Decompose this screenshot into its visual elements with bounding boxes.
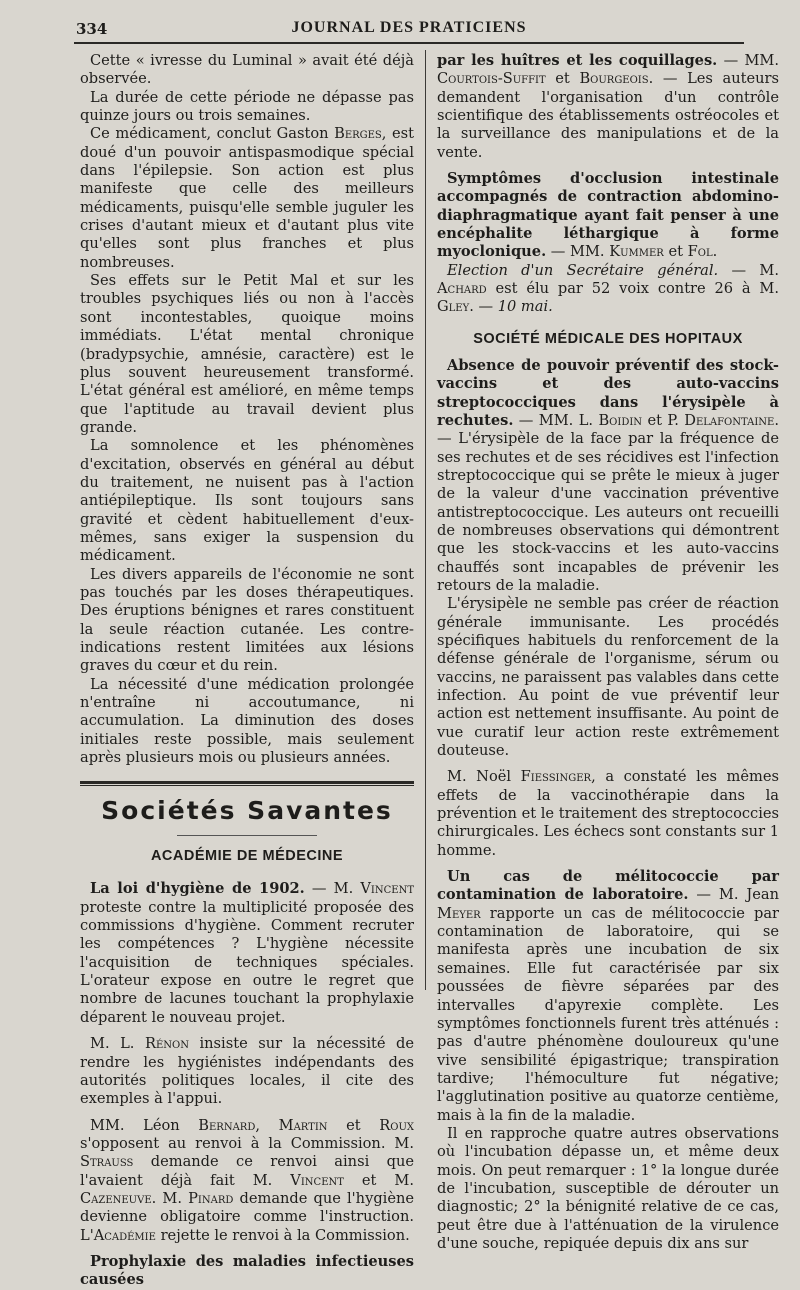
page-number: 334 (76, 20, 108, 38)
paragraph: La durée de cette période ne dépasse pas quinze jours ou trois semaines. (80, 88, 414, 125)
paragraph: L'érysipèle ne semble pas créer de réaction générale immunisante. Les procédés spécifiques habituels du renforcement de la défense générale de l'organisme, sérum ou vaccins, ne paraissent pas valables dans cette infection. Au point de vue préventif leur action est nettement insuffisante. Au point de vue curatif leur action reste extrêmement douteuse. (437, 595, 779, 760)
column-divider (425, 50, 426, 990)
paragraph: Ses effets sur le Petit Mal et sur les troubles psychiques liés ou non à l'accès sont incontestables, quoique moins immédiats. L'état mental chronique (bradypsychie, amnésie, caractère) est le plus souvent heureusement transformé. L'état général est amélioré, en même temps que l'aptitude au travail devient plus grande. (80, 272, 414, 436)
left-column (80, 52, 414, 1290)
paragraph: Il en rapproche quatre autres observations où l'incubation dépasse un, et même deux mois. On peut remarquer : 1° la longue durée de l'incubation, susceptible de dérouter un diagnostic; 2° la bénignité relative de ce cas, peut être due à l'atténuation de la virulence d'une souche, repiquée depuis dix ans sur (437, 1124, 779, 1252)
journal-title: JOURNAL DES PRATICIENS (291, 19, 527, 36)
report-paragraph: M. L. Rénon insiste sur la nécessité de rendre les hygiénistes indépendants des autorités politiques locales, il cite des exemples à l'appui. (80, 1035, 414, 1108)
section-title: Sociétés Savantes (101, 796, 393, 826)
report-paragraph: M. Noël Fiessinger, a constaté les mêmes effets de la vaccinothérapie dans la prévention et le traitement des streptococcies chirurgicales. Les échecs sont constants sur 1 homme. (437, 768, 779, 859)
report-paragraph: Un cas de mélitococcie par contamination de laboratoire. — M. Jean Meyer rapporte un cas de mélitococcie par contamination de laboratoire, qui se manifesta après une incubation de six semaines. Elle fut caractérisée par six poussées de fièvre séparées par des intervalles d'apyrexie complète. Les symptômes fonctionnels furent très atténués : pas d'autre phénomène douloureux qu'une vive sensibilité épigastrique; transpiration tardive; l'hémoculture fut négative; l'agglutination positive au quatorze centième, mais à la fin de la maladie. (437, 868, 779, 1124)
report-paragraph: Absence de pouvoir préventif des stock-vaccins et des auto-vaccins streptococciques dans l'érysipèle à rechutes. — MM. L. Boidin et P. Delafontaine. — L'érysipèle de la face par la fréquence de ses rechutes et de ses récidives est l'infection streptococcique qui se prête le mieux à juger de la valeur d'une vaccination préventive antistreptococcique. Les auteurs ont recueilli de nombreuses observations qui démontrent que les stock-vaccins et les auto-vaccins chauffés sont incapables de prévenir les retours de la maladie. (437, 356, 779, 594)
report-heading: Prophylaxie des maladies infectieuses causées (80, 1252, 414, 1289)
report-paragraph: par les huîtres et les coquillages. — MM. Courtois-Suffit et Bourgeois. — Les auteurs demandent l'organisation d'un contrôle scientifique des établissements ostréocoles et la surveillance des manipulations et de la vente. (437, 52, 780, 161)
report-paragraph: Symptômes d'occlusion intestinale accompagnés de contraction abdomino-diaphragmatique ayant fait penser à une encéphalite léthargique à forme myoclonique. — MM. Kummer et Fol. (437, 170, 779, 261)
section-rule (80, 781, 414, 784)
paragraph: Les divers appareils de l'économie ne sont pas touchés par les doses thérapeutiques. Des éruptions bénignes et rares constituent la seule réaction cutanée. Les contre-indications restent limitées aux lésions graves du cœur et du rein. (80, 565, 414, 675)
paragraph: Ce médicament, conclut Gaston Berges, est doué d'un pouvoir antispasmodique spécial dans l'épilepsie. Son action est plus manifeste que celle des meilleurs médicaments, puisqu'elle semble juguler les crises d'autant mieux et d'autant plus vite qu'elles sont plus franches et plus nombreuses. (80, 125, 414, 271)
page-header (74, 14, 744, 44)
subsection-title: ACADÉMIE DE MÉDECINE (150, 848, 344, 865)
paragraph: Cette « ivresse du Luminal » avait été déjà observée. (80, 52, 414, 88)
section-rule (80, 785, 414, 786)
report-paragraph: La loi d'hygiène de 1902. — M. Vincent proteste contre la multiplicité proposée des commissions d'hygiène. Comment recruter les compétences ? L'hygiène nécessite l'acquisition de techniques spéciales. L'orateur expose en outre le regret que nombre de lacunes touchant la prophylaxie déparent le nouveau projet. (80, 880, 414, 1026)
right-column (437, 52, 779, 1253)
report-paragraph: MM. Léon Bernard, Martin et Roux s'opposent au renvoi à la Commission. M. Strauss demande ce renvoi ainsi que l'avaient déjà fait M. Vincent et M. Cazeneuve. M. Pinard demande que l'hygiène devienne obligatoire comme l'instruction. L'Académie rejette le renvoi à la Commission. (80, 1116, 415, 1244)
subsection-title: SOCIÉTÉ MÉDICALE DES HOPITAUX (473, 330, 743, 347)
paragraph: La somnolence et les phénomènes d'excitation, observés en général au début du traitement, ne nuisent pas à l'action antiépileptique. Ils sont toujours sans gravité et cèdent habituellement d'eux-mêmes, sans exiger la suspension du médicament. (80, 437, 414, 565)
report-paragraph: Election d'un Secrétaire général. — M. Achard est élu par 52 voix contre 26 à M. Gley. — 10 mai. (437, 261, 779, 316)
divider (177, 835, 317, 836)
paragraph: La nécessité d'une médication prolongée n'entraîne ni accoutumance, ni accumulation. La diminution des doses initiales reste possible, mais seulement après plusieurs mois ou plusieurs années. (80, 675, 414, 767)
